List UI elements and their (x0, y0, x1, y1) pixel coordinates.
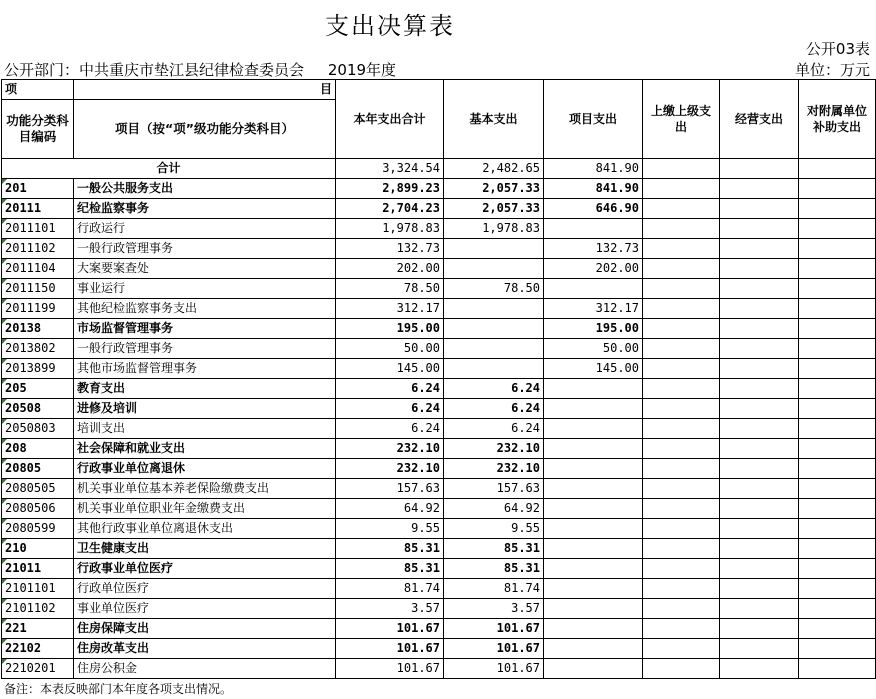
table-row (2, 379, 876, 399)
row-subsidy (799, 579, 876, 599)
row-basic: 101.67 (444, 639, 544, 659)
row-name: 其他纪检监察事务支出 (74, 299, 336, 319)
row-total: 50.00 (336, 339, 444, 359)
table-row (2, 399, 876, 419)
row-business (720, 599, 799, 619)
row-code: 2101101 (2, 579, 74, 599)
row-total: 312.17 (336, 299, 444, 319)
row-project (544, 599, 643, 619)
row-basic: 2,057.33 (444, 199, 544, 219)
row-project: 646.90 (544, 199, 643, 219)
row-code: 2080599 (2, 519, 74, 539)
table-row (2, 419, 876, 439)
row-name: 社会保障和就业支出 (74, 439, 336, 459)
table-row (2, 659, 876, 679)
row-code: 2011101 (2, 219, 74, 239)
row-basic: 6.24 (444, 399, 544, 419)
row-project (544, 219, 643, 239)
row-business (720, 559, 799, 579)
row-code: 2011150 (2, 279, 74, 299)
row-total: 9.55 (336, 519, 444, 539)
row-basic: 78.50 (444, 279, 544, 299)
row-subsidy (799, 299, 876, 319)
row-total: 145.00 (336, 359, 444, 379)
row-total: 81.74 (336, 579, 444, 599)
row-upper (643, 539, 720, 559)
row-name: 住房公积金 (74, 659, 336, 679)
row-upper (643, 399, 720, 419)
row-project (544, 379, 643, 399)
table-row (2, 219, 876, 239)
table-row (2, 239, 876, 259)
table-row (2, 519, 876, 539)
row-subsidy (799, 239, 876, 259)
row-total: 157.63 (336, 479, 444, 499)
row-upper (643, 499, 720, 519)
row-upper (643, 359, 720, 379)
header-item: 项目（按“项”级功能分类科目） (74, 100, 336, 159)
row-name: 市场监督管理事务 (74, 319, 336, 339)
row-upper (643, 279, 720, 299)
header-basic: 基本支出 (444, 80, 544, 159)
table-row (2, 599, 876, 619)
row-code: 2011199 (2, 299, 74, 319)
row-subsidy (799, 259, 876, 279)
total-upper (643, 159, 720, 179)
header-mu: 目 (74, 80, 336, 100)
row-basic: 64.92 (444, 499, 544, 519)
row-subsidy (799, 599, 876, 619)
row-basic (444, 339, 544, 359)
table-row (2, 539, 876, 559)
row-total: 6.24 (336, 379, 444, 399)
row-code: 20138 (2, 319, 74, 339)
row-total: 195.00 (336, 319, 444, 339)
row-code: 2011102 (2, 239, 74, 259)
table-row (2, 339, 876, 359)
row-basic: 1,978.83 (444, 219, 544, 239)
expenditure-table (1, 79, 876, 679)
report-year: 2019年度 (327, 61, 397, 79)
row-subsidy (799, 659, 876, 679)
row-business (720, 619, 799, 639)
row-subsidy (799, 219, 876, 239)
row-subsidy (799, 539, 876, 559)
table-row (2, 579, 876, 599)
row-upper (643, 639, 720, 659)
row-code: 2011104 (2, 259, 74, 279)
header-upper: 上缴上级支出 (643, 80, 720, 159)
row-total: 232.10 (336, 459, 444, 479)
row-project: 145.00 (544, 359, 643, 379)
row-total: 6.24 (336, 419, 444, 439)
row-code: 2101102 (2, 599, 74, 619)
row-subsidy (799, 459, 876, 479)
row-business (720, 339, 799, 359)
row-business (720, 279, 799, 299)
row-project (544, 479, 643, 499)
footnote: 备注：本表反映部门本年度各项支出情况。 (4, 682, 233, 696)
row-basic (444, 259, 544, 279)
table-row (2, 359, 876, 379)
row-business (720, 519, 799, 539)
row-project: 312.17 (544, 299, 643, 319)
header-business: 经营支出 (720, 80, 799, 159)
row-name: 一般公共服务支出 (74, 179, 336, 199)
row-code: 2080505 (2, 479, 74, 499)
total-business (720, 159, 799, 179)
department-name: 公开部门：中共重庆市垫江县纪律检查委员会 (4, 61, 305, 79)
row-total: 2,704.23 (336, 199, 444, 219)
row-upper (643, 379, 720, 399)
row-upper (643, 619, 720, 639)
table-row (2, 619, 876, 639)
row-business (720, 579, 799, 599)
row-basic: 81.74 (444, 579, 544, 599)
row-business (720, 379, 799, 399)
row-basic: 6.24 (444, 419, 544, 439)
row-project (544, 439, 643, 459)
row-business (720, 439, 799, 459)
header-row-top (2, 80, 876, 100)
page-title: 支出决算表 (325, 12, 455, 40)
row-basic: 9.55 (444, 519, 544, 539)
row-subsidy (799, 519, 876, 539)
table-row (2, 179, 876, 199)
row-basic: 85.31 (444, 539, 544, 559)
row-project (544, 659, 643, 679)
row-name: 培训支出 (74, 419, 336, 439)
row-subsidy (799, 379, 876, 399)
row-code: 210 (2, 539, 74, 559)
table-row (2, 279, 876, 299)
row-business (720, 419, 799, 439)
row-name: 进修及培训 (74, 399, 336, 419)
row-name: 其他行政事业单位离退休支出 (74, 519, 336, 539)
row-upper (643, 579, 720, 599)
row-code: 208 (2, 439, 74, 459)
row-name: 行政事业单位离退休 (74, 459, 336, 479)
row-total: 2,899.23 (336, 179, 444, 199)
row-basic (444, 319, 544, 339)
row-total: 64.92 (336, 499, 444, 519)
row-project: 202.00 (544, 259, 643, 279)
row-code: 2050803 (2, 419, 74, 439)
department-line (4, 59, 396, 80)
row-project (544, 519, 643, 539)
row-total: 132.73 (336, 239, 444, 259)
row-code: 221 (2, 619, 74, 639)
row-name: 一般行政管理事务 (74, 239, 336, 259)
row-business (720, 399, 799, 419)
row-upper (643, 419, 720, 439)
row-project (544, 639, 643, 659)
total-row (2, 159, 876, 179)
row-name: 纪检监察事务 (74, 199, 336, 219)
row-basic: 101.67 (444, 619, 544, 639)
row-upper (643, 219, 720, 239)
row-project (544, 459, 643, 479)
row-total: 85.31 (336, 559, 444, 579)
total-project: 841.90 (544, 159, 643, 179)
row-total: 3.57 (336, 599, 444, 619)
row-total: 101.67 (336, 639, 444, 659)
row-name: 一般行政管理事务 (74, 339, 336, 359)
row-upper (643, 659, 720, 679)
row-subsidy (799, 339, 876, 359)
row-basic: 6.24 (444, 379, 544, 399)
row-subsidy (799, 559, 876, 579)
row-upper (643, 179, 720, 199)
row-code: 2080506 (2, 499, 74, 519)
row-total: 202.00 (336, 259, 444, 279)
total-total: 3,324.54 (336, 159, 444, 179)
row-upper (643, 319, 720, 339)
row-total: 78.50 (336, 279, 444, 299)
row-total: 232.10 (336, 439, 444, 459)
table-row (2, 499, 876, 519)
table-row (2, 199, 876, 219)
row-project (544, 579, 643, 599)
row-business (720, 499, 799, 519)
table-row (2, 559, 876, 579)
table-row (2, 479, 876, 499)
row-business (720, 319, 799, 339)
row-basic (444, 359, 544, 379)
row-name: 机关事业单位基本养老保险缴费支出 (74, 479, 336, 499)
row-business (720, 479, 799, 499)
row-upper (643, 459, 720, 479)
row-basic: 3.57 (444, 599, 544, 619)
row-project (544, 559, 643, 579)
row-subsidy (799, 359, 876, 379)
row-name: 教育支出 (74, 379, 336, 399)
row-total: 6.24 (336, 399, 444, 419)
table-row (2, 639, 876, 659)
row-code: 205 (2, 379, 74, 399)
row-code: 20508 (2, 399, 74, 419)
row-upper (643, 599, 720, 619)
table-row (2, 439, 876, 459)
row-business (720, 219, 799, 239)
row-project (544, 399, 643, 419)
header-total: 本年支出合计 (336, 80, 444, 159)
row-project: 195.00 (544, 319, 643, 339)
row-subsidy (799, 279, 876, 299)
row-code: 20111 (2, 199, 74, 219)
row-subsidy (799, 399, 876, 419)
row-name: 事业运行 (74, 279, 336, 299)
row-business (720, 359, 799, 379)
row-code: 22102 (2, 639, 74, 659)
form-number: 公开03表 (805, 40, 870, 58)
row-upper (643, 519, 720, 539)
row-basic: 101.67 (444, 659, 544, 679)
header-project: 项目支出 (544, 80, 643, 159)
row-project: 841.90 (544, 179, 643, 199)
table-row (2, 259, 876, 279)
row-upper (643, 299, 720, 319)
row-name: 住房保障支出 (74, 619, 336, 639)
row-code: 2013802 (2, 339, 74, 359)
row-upper (643, 439, 720, 459)
row-total: 1,978.83 (336, 219, 444, 239)
row-project (544, 499, 643, 519)
row-business (720, 179, 799, 199)
header-code: 功能分类科目编码 (2, 100, 74, 159)
row-name: 事业单位医疗 (74, 599, 336, 619)
row-subsidy (799, 319, 876, 339)
row-business (720, 659, 799, 679)
row-basic (444, 299, 544, 319)
row-business (720, 459, 799, 479)
header-subsidy: 对附属单位补助支出 (799, 80, 876, 159)
row-project (544, 419, 643, 439)
row-business (720, 199, 799, 219)
row-name: 住房改革支出 (74, 639, 336, 659)
row-subsidy (799, 199, 876, 219)
row-name: 行政运行 (74, 219, 336, 239)
row-business (720, 259, 799, 279)
row-name: 其他市场监督管理事务 (74, 359, 336, 379)
table-row (2, 459, 876, 479)
row-subsidy (799, 639, 876, 659)
row-name: 卫生健康支出 (74, 539, 336, 559)
row-total: 101.67 (336, 619, 444, 639)
row-business (720, 539, 799, 559)
total-basic: 2,482.65 (444, 159, 544, 179)
row-upper (643, 199, 720, 219)
row-name: 行政单位医疗 (74, 579, 336, 599)
row-upper (643, 239, 720, 259)
row-upper (643, 339, 720, 359)
row-subsidy (799, 619, 876, 639)
unit-label: 单位：万元 (794, 61, 870, 79)
row-total: 101.67 (336, 659, 444, 679)
row-subsidy (799, 439, 876, 459)
row-basic: 157.63 (444, 479, 544, 499)
row-code: 2013899 (2, 359, 74, 379)
row-basic: 232.10 (444, 459, 544, 479)
row-total: 85.31 (336, 539, 444, 559)
row-name: 行政事业单位医疗 (74, 559, 336, 579)
row-upper (643, 559, 720, 579)
row-upper (643, 259, 720, 279)
row-project: 50.00 (544, 339, 643, 359)
row-basic: 2,057.33 (444, 179, 544, 199)
row-subsidy (799, 179, 876, 199)
row-code: 2210201 (2, 659, 74, 679)
row-subsidy (799, 499, 876, 519)
row-business (720, 639, 799, 659)
row-project (544, 539, 643, 559)
header-xiang: 项 (2, 80, 74, 100)
row-subsidy (799, 479, 876, 499)
row-basic (444, 239, 544, 259)
table-row (2, 319, 876, 339)
table-row (2, 299, 876, 319)
row-basic: 85.31 (444, 559, 544, 579)
row-name: 机关事业单位职业年金缴费支出 (74, 499, 336, 519)
row-project (544, 279, 643, 299)
row-subsidy (799, 419, 876, 439)
row-code: 201 (2, 179, 74, 199)
total-subsidy (799, 159, 876, 179)
total-label: 合计 (2, 159, 336, 179)
row-project: 132.73 (544, 239, 643, 259)
row-code: 21011 (2, 559, 74, 579)
row-business (720, 299, 799, 319)
row-upper (643, 479, 720, 499)
row-project (544, 619, 643, 639)
row-basic: 232.10 (444, 439, 544, 459)
row-code: 20805 (2, 459, 74, 479)
row-name: 大案要案查处 (74, 259, 336, 279)
row-business (720, 239, 799, 259)
